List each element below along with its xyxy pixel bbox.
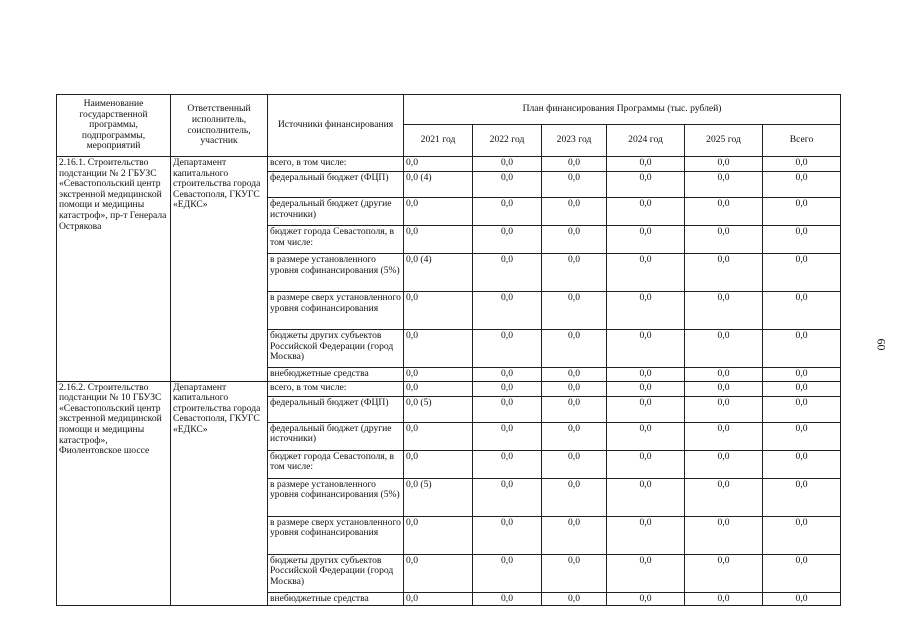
- funding-value: 0,0 (4): [404, 172, 473, 198]
- funding-value: 0,0: [404, 422, 473, 450]
- funding-value: 0,0: [763, 254, 841, 292]
- funding-value: 0,0: [763, 198, 841, 226]
- funding-value: 0,0: [404, 381, 473, 396]
- funding-value: 0,0: [763, 292, 841, 330]
- funding-value: 0,0: [542, 330, 607, 368]
- funding-value: 0,0: [685, 516, 763, 554]
- funding-source: внебюджетные средства: [268, 368, 404, 382]
- funding-value: 0,0: [685, 450, 763, 478]
- funding-value: 0,0: [685, 381, 763, 396]
- funding-source: всего, в том числе:: [268, 381, 404, 396]
- funding-value: 0,0: [607, 254, 685, 292]
- funding-value: 0,0: [607, 450, 685, 478]
- funding-source: бюджет города Севастополя, в том числе:: [268, 226, 404, 254]
- table-header: [57, 95, 841, 157]
- funding-value: 0,0: [763, 592, 841, 606]
- funding-value: 0,0: [404, 368, 473, 382]
- header-responsible: Ответственный исполнитель, соисполнитель, участник: [171, 95, 268, 157]
- funding-value: 0,0: [542, 478, 607, 516]
- funding-value: 0,0: [607, 172, 685, 198]
- funding-value: 0,0 (5): [404, 396, 473, 422]
- funding-value: 0,0: [473, 198, 542, 226]
- funding-value: 0,0: [473, 172, 542, 198]
- funding-source: федеральный бюджет (другие источники): [268, 422, 404, 450]
- funding-value: 0,0: [685, 157, 763, 172]
- funding-value: 0,0: [542, 381, 607, 396]
- funding-value: 0,0: [473, 292, 542, 330]
- funding-value: 0,0: [542, 554, 607, 592]
- funding-value: 0,0: [473, 450, 542, 478]
- funding-value: 0,0: [607, 368, 685, 382]
- funding-value: 0,0: [763, 516, 841, 554]
- funding-value: 0,0: [473, 478, 542, 516]
- funding-value: 0,0: [404, 450, 473, 478]
- funding-value: 0,0: [685, 592, 763, 606]
- funding-value: 0,0: [404, 292, 473, 330]
- funding-value: 0,0: [763, 172, 841, 198]
- item-name: 2.16.2. Строительство подстанции № 10 ГБУЗС «Севастопольский центр экстренной медицинской помощи и медицины катастроф», Фиолентовское шоссе: [57, 381, 171, 606]
- header-year: 2025 год: [685, 125, 763, 157]
- funding-value: 0,0: [542, 396, 607, 422]
- funding-value: 0,0: [607, 330, 685, 368]
- header-source: Источники финансирования: [268, 95, 404, 157]
- funding-value: 0,0: [473, 254, 542, 292]
- funding-source: федеральный бюджет (ФЦП): [268, 172, 404, 198]
- funding-value: 0,0: [542, 368, 607, 382]
- funding-value: 0,0: [542, 450, 607, 478]
- funding-value: 0,0: [763, 554, 841, 592]
- header-year: 2023 год: [542, 125, 607, 157]
- funding-value: 0,0: [607, 478, 685, 516]
- funding-value: 0,0: [763, 226, 841, 254]
- funding-value: 0,0: [404, 330, 473, 368]
- item-responsible: Департамент капитального строительства города Севастополя, ГКУГС «ЕДКС»: [171, 157, 268, 382]
- header-plan-title: План финансирования Программы (тыс. рублей): [404, 95, 841, 125]
- funding-value: 0,0: [763, 450, 841, 478]
- funding-value: 0,0: [763, 422, 841, 450]
- funding-value: 0,0: [607, 422, 685, 450]
- funding-source: в размере установленного уровня софинансирования (5%): [268, 254, 404, 292]
- funding-value: 0,0: [404, 516, 473, 554]
- header-total: Всего: [763, 125, 841, 157]
- funding-value: 0,0: [607, 292, 685, 330]
- funding-source: бюджеты других субъектов Российской Федерации (город Москва): [268, 554, 404, 592]
- funding-value: 0,0: [473, 516, 542, 554]
- funding-value: 0,0: [542, 592, 607, 606]
- funding-value: 0,0: [542, 516, 607, 554]
- header-year: 2021 год: [404, 125, 473, 157]
- funding-source: в размере установленного уровня софинансирования (5%): [268, 478, 404, 516]
- funding-value: 0,0: [473, 592, 542, 606]
- header-year: 2024 год: [607, 125, 685, 157]
- funding-source: федеральный бюджет (другие источники): [268, 198, 404, 226]
- funding-value: 0,0: [607, 554, 685, 592]
- funding-source: в размере сверх установленного уровня софинансирования: [268, 516, 404, 554]
- funding-value: 0,0: [685, 554, 763, 592]
- funding-value: 0,0: [473, 157, 542, 172]
- funding-value: 0,0: [685, 422, 763, 450]
- funding-value: 0,0: [473, 368, 542, 382]
- header-name: Наименование государственной программы, подпрограммы, мероприятий: [57, 95, 171, 157]
- funding-value: 0,0: [473, 554, 542, 592]
- financing-table: [56, 94, 841, 606]
- table-row: [57, 381, 841, 396]
- funding-value: 0,0: [542, 226, 607, 254]
- funding-value: 0,0: [763, 157, 841, 172]
- funding-value: 0,0: [404, 226, 473, 254]
- funding-value: 0,0 (5): [404, 478, 473, 516]
- funding-value: 0,0: [685, 292, 763, 330]
- funding-value: 0,0: [607, 516, 685, 554]
- funding-value: 0,0: [542, 157, 607, 172]
- item-responsible: Департамент капитального строительства города Севастополя, ГКУГС «ЕДКС»: [171, 381, 268, 606]
- funding-value: 0,0: [542, 422, 607, 450]
- funding-value: 0,0: [685, 330, 763, 368]
- funding-source: внебюджетные средства: [268, 592, 404, 606]
- header-year: 2022 год: [473, 125, 542, 157]
- funding-source: бюджет города Севастополя, в том числе:: [268, 450, 404, 478]
- funding-value: 0,0: [473, 422, 542, 450]
- funding-value: 0,0: [607, 381, 685, 396]
- funding-value: 0,0: [473, 226, 542, 254]
- funding-value: 0,0: [607, 396, 685, 422]
- funding-source: всего, в том числе:: [268, 157, 404, 172]
- funding-value: 0,0: [685, 226, 763, 254]
- funding-value: 0,0: [542, 198, 607, 226]
- funding-value: 0,0 (4): [404, 254, 473, 292]
- funding-value: 0,0: [607, 157, 685, 172]
- funding-value: 0,0: [607, 226, 685, 254]
- funding-value: 0,0: [473, 330, 542, 368]
- funding-value: 0,0: [473, 381, 542, 396]
- funding-value: 0,0: [685, 198, 763, 226]
- funding-value: 0,0: [607, 592, 685, 606]
- funding-value: 0,0: [685, 172, 763, 198]
- funding-value: 0,0: [404, 157, 473, 172]
- funding-value: 0,0: [607, 198, 685, 226]
- funding-value: 0,0: [763, 381, 841, 396]
- funding-value: 0,0: [404, 592, 473, 606]
- funding-source: бюджеты других субъектов Российской Федерации (город Москва): [268, 330, 404, 368]
- funding-value: 0,0: [763, 396, 841, 422]
- funding-value: 0,0: [763, 478, 841, 516]
- table-row: [57, 157, 841, 172]
- funding-value: 0,0: [542, 254, 607, 292]
- funding-value: 0,0: [685, 478, 763, 516]
- funding-value: 0,0: [763, 368, 841, 382]
- funding-value: 0,0: [473, 396, 542, 422]
- funding-source: в размере сверх установленного уровня софинансирования: [268, 292, 404, 330]
- funding-value: 0,0: [763, 330, 841, 368]
- funding-value: 0,0: [404, 554, 473, 592]
- table-body: [57, 157, 841, 606]
- funding-value: 0,0: [685, 254, 763, 292]
- item-name: 2.16.1. Строительство подстанции № 2 ГБУЗС «Севастопольский центр экстренной медицинской помощи и медицины катастроф», пр-т Генерала Острякова: [57, 157, 171, 382]
- funding-source: федеральный бюджет (ФЦП): [268, 396, 404, 422]
- page-number: 60: [874, 338, 889, 351]
- funding-value: 0,0: [542, 172, 607, 198]
- funding-value: 0,0: [542, 292, 607, 330]
- funding-value: 0,0: [685, 368, 763, 382]
- funding-value: 0,0: [404, 198, 473, 226]
- funding-value: 0,0: [685, 396, 763, 422]
